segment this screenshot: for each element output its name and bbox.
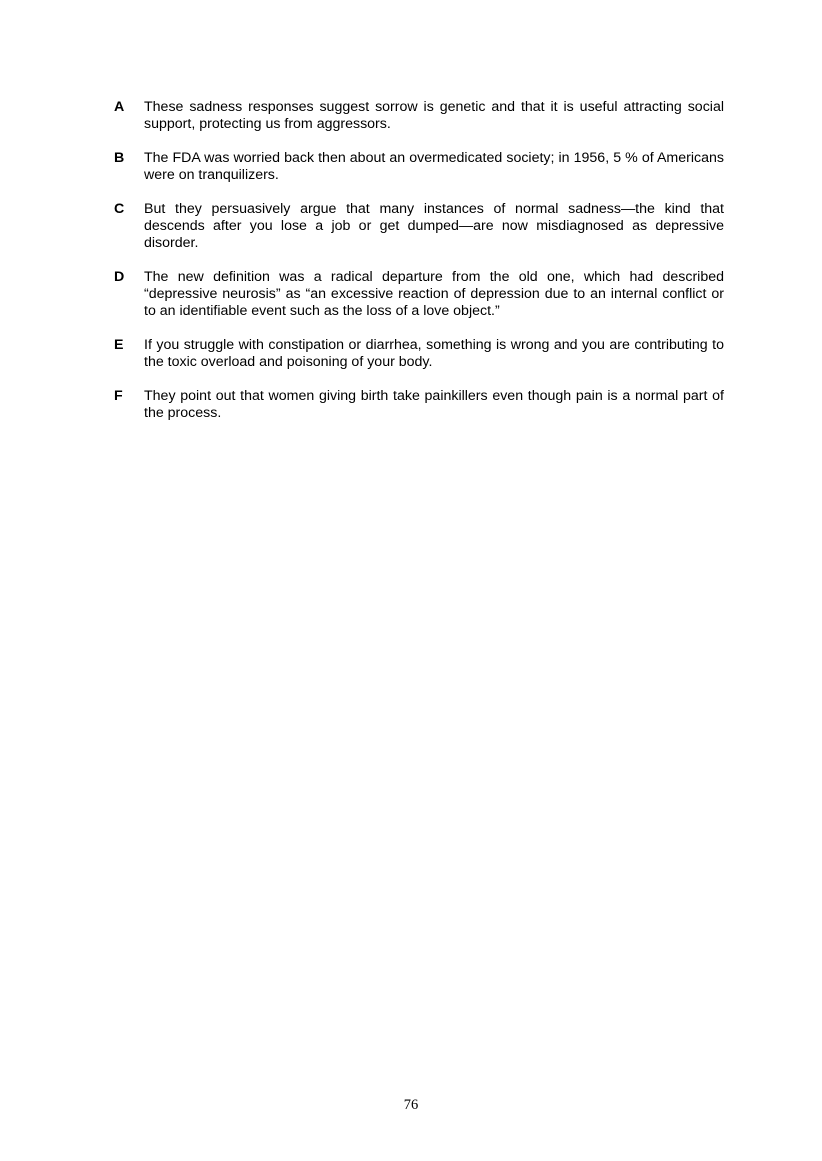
option-c [114, 201, 724, 252]
option-letter: D [114, 269, 125, 285]
option-text: The FDA was worried back then about an overmedicated society; in 1956, 5 % of Americans were on tranquilizers. [144, 150, 724, 183]
option-a [114, 99, 724, 133]
option-e [114, 337, 724, 371]
option-text: These sadness responses suggest sorrow is genetic and that it is useful attracting social support, protecting us from aggressors. [144, 99, 724, 132]
page-number: 76 [403, 1097, 419, 1113]
option-text: But they persuasively argue that many instances of normal sadness—the kind that descends after you lose a job or get dumped—are now misdiagnosed as depressive disorder. [144, 201, 724, 251]
option-letter: A [114, 99, 125, 115]
option-f [114, 388, 724, 422]
option-text: If you struggle with constipation or diarrhea, something is wrong and you are contributing to the toxic overload and poisoning of your body. [144, 337, 724, 370]
option-text: They point out that women giving birth take painkillers even though pain is a normal part of the process. [144, 388, 724, 421]
options-list [114, 99, 724, 439]
option-letter: F [114, 388, 123, 404]
option-d [114, 269, 724, 320]
option-letter: E [114, 337, 124, 353]
option-letter: C [114, 201, 125, 217]
option-b [114, 150, 724, 184]
option-letter: B [114, 150, 125, 166]
option-text: The new definition was a radical departure from the old one, which had described “depressive neurosis” as “an excessive reaction of depression due to an internal conflict or to an identifiable event such as the loss of a love object.” [144, 269, 724, 319]
